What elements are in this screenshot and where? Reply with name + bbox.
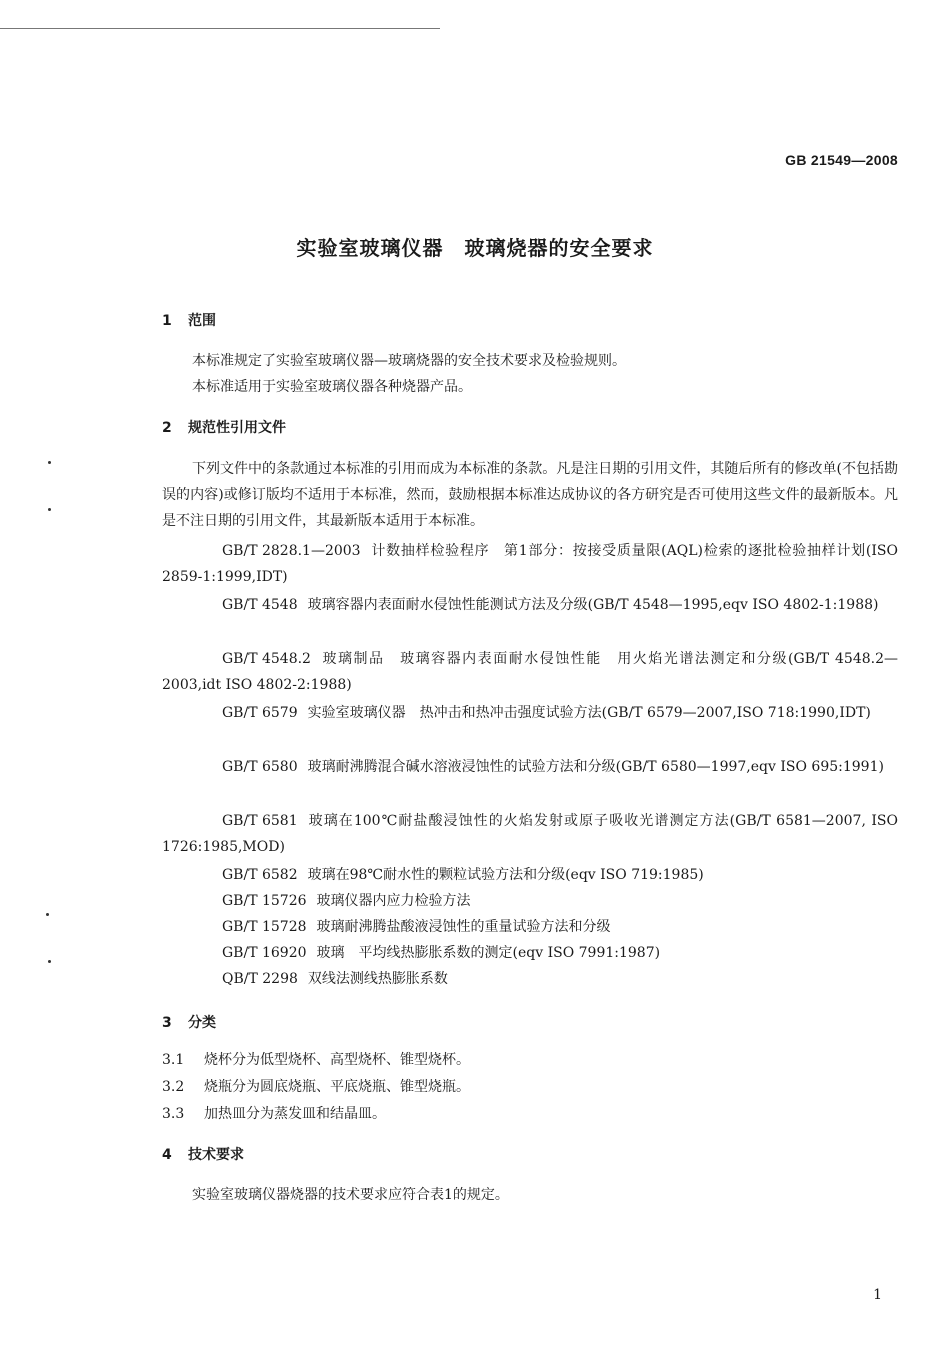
reference-text: 玻璃 平均线热膨胀系数的测定(eqv ISO 7991:1987): [316, 945, 661, 961]
paragraph: 实验室玻璃仪器烧器的技术要求应符合表1的规定。: [192, 1187, 509, 1203]
item-text: 烧瓶分为圆底烧瓶、平底烧瓶、锥型烧瓶。: [204, 1079, 470, 1095]
reference-item: [162, 808, 898, 860]
paragraph: 本标准适用于实验室玻璃仪器各种烧器产品。: [192, 379, 472, 395]
item-text: 加热皿分为蒸发皿和结晶皿。: [204, 1106, 386, 1122]
section-number: 4: [162, 1147, 172, 1163]
reference-text: 玻璃容器内表面耐水侵蚀性能测试方法及分级(GB/T 4548—1995,eqv ISO 4802-1:1988): [307, 597, 879, 613]
reference-item: [162, 966, 898, 992]
section-title: 技术要求: [188, 1147, 244, 1163]
reference-text: 实验室玻璃仪器 热冲击和热冲击强度试验方法(GB/T 6579—2007,ISO 718:1990,IDT): [307, 705, 871, 721]
section-title: 范围: [188, 313, 216, 329]
reference-item: [162, 538, 898, 590]
section-title: 分类: [188, 1015, 216, 1031]
classification-item: [162, 1104, 386, 1124]
section-number: 1: [162, 313, 172, 329]
reference-code: GB/T 4548.2: [222, 651, 311, 667]
section-4-heading: [162, 1144, 244, 1164]
page-number: 1: [873, 1287, 882, 1303]
reference-code: GB/T 2828.1—2003: [222, 543, 361, 559]
reference-code: GB/T 6582: [222, 867, 298, 883]
classification-item: [162, 1077, 470, 1097]
scan-mark: [48, 960, 51, 963]
reference-code: GB/T 15728: [222, 919, 307, 935]
reference-code: GB/T 16920: [222, 945, 307, 961]
reference-text: 玻璃制品 玻璃容器内表面耐水侵蚀性能 用火焰光谱法测定和分级(GB/T 4548.2—2003,idt ISO 4802-2:1988): [162, 651, 898, 693]
reference-code: QB/T 2298: [222, 971, 298, 987]
scan-mark: [48, 461, 51, 464]
section-1-heading: [162, 310, 216, 330]
reference-item: [162, 700, 898, 726]
classification-item: [162, 1050, 470, 1070]
reference-text: 玻璃耐沸腾盐酸液浸蚀性的重量试验方法和分级: [316, 919, 611, 935]
section-number: 2: [162, 420, 172, 436]
reference-text: 玻璃在100℃耐盐酸浸蚀性的火焰发射或原子吸收光谱测定方法(GB/T 6581—2007, ISO 1726:1985,MOD): [162, 813, 898, 855]
scan-edge-line: [0, 28, 440, 29]
reference-item: [162, 862, 898, 888]
item-number: 3.2: [162, 1079, 185, 1095]
document-title: 实验室玻璃仪器 玻璃烧器的安全要求: [296, 236, 654, 260]
reference-item: [162, 646, 898, 698]
paragraph: 本标准规定了实验室玻璃仪器—玻璃烧器的安全技术要求及检验规则。: [192, 353, 626, 369]
section-title: 规范性引用文件: [188, 420, 286, 436]
reference-code: GB/T 15726: [222, 893, 307, 909]
reference-text: 玻璃耐沸腾混合碱水溶液浸蚀性的试验方法和分级(GB/T 6580—1997,eqv ISO 695:1991): [307, 759, 884, 775]
reference-code: GB/T 6581: [222, 813, 298, 829]
item-number: 3.1: [162, 1052, 185, 1068]
scan-mark: [48, 508, 51, 511]
paragraph-intro: 下列文件中的条款通过本标准的引用而成为本标准的条款。凡是注日期的引用文件，其随后所有的修改单(不包括勘误的内容)或修订版均不适用于本标准，然而，鼓励根据本标准达成协议的各方研究是否可使用这些文件的最新版本。凡是不注日期的引用文件，其最新版本适用于本标准。: [162, 461, 898, 529]
item-text: 烧杯分为低型烧杯、高型烧杯、锥型烧杯。: [204, 1052, 470, 1068]
scan-mark: [46, 913, 49, 916]
item-number: 3.3: [162, 1106, 185, 1122]
section-2-heading: [162, 417, 286, 437]
reference-item: [162, 754, 898, 780]
section-number: 3: [162, 1015, 172, 1031]
reference-text: 玻璃仪器内应力检验方法: [316, 893, 471, 909]
reference-item: [162, 940, 898, 966]
reference-code: GB/T 6580: [222, 759, 298, 775]
reference-code: GB/T 4548: [222, 597, 298, 613]
reference-item: [162, 914, 898, 940]
standard-code: GB 21549—2008: [785, 152, 898, 168]
reference-text: 双线法测线热膨胀系数: [307, 971, 448, 987]
section-3-heading: [162, 1012, 216, 1032]
reference-item: [162, 592, 898, 618]
reference-text: 玻璃在98℃耐水性的颗粒试验方法和分级(eqv ISO 719:1985): [307, 867, 704, 883]
reference-item: [162, 888, 898, 914]
reference-text: 计数抽样检验程序 第1部分：按接受质量限(AQL)检索的逐批检验抽样计划(ISO 2859-1:1999,IDT): [162, 543, 898, 585]
reference-code: GB/T 6579: [222, 705, 298, 721]
